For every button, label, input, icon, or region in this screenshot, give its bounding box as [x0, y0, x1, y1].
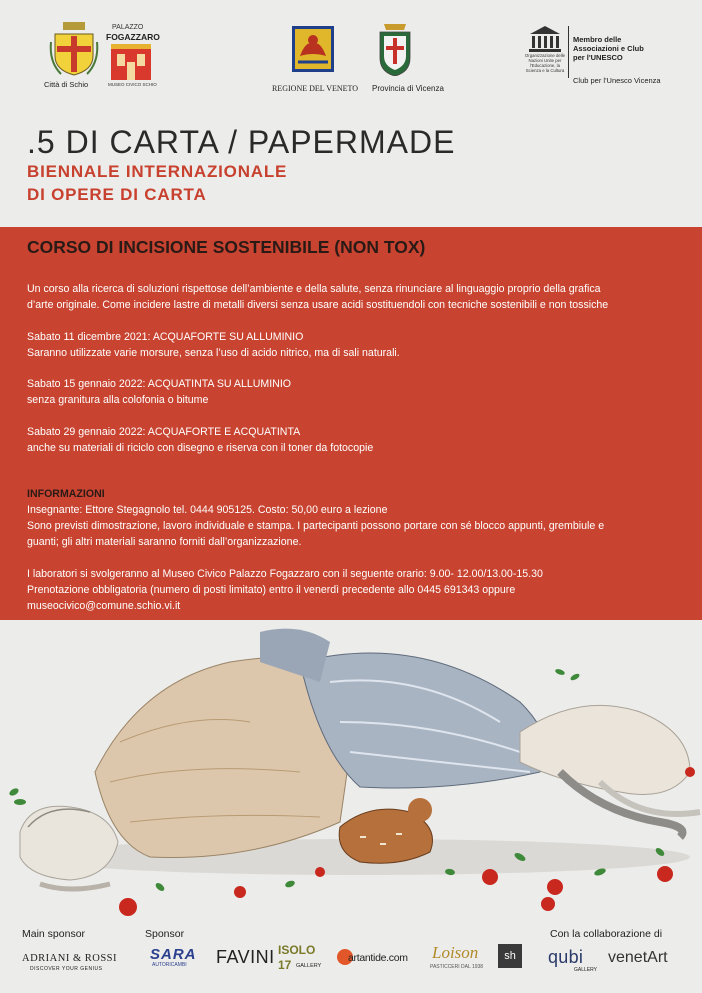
- course-panel: [0, 227, 702, 620]
- isolo-number: 17: [278, 958, 292, 972]
- museo-label: MUSEO CIVICO SCHIO: [108, 82, 157, 87]
- course-intro-line-1: Un corso alla ricerca di soluzioni rispettose dell’ambiente e della salute, senza rinunciare al linguaggio proprio della grafica: [27, 283, 601, 295]
- vicenza-label: Provincia di Vicenza: [372, 84, 444, 93]
- palazzo-fogazzaro-logo: [104, 24, 164, 94]
- session-3-date: Sabato 29 gennaio 2022: ACQUAFORTE E ACQUATINTA: [27, 426, 301, 438]
- info-heading: INFORMAZIONI: [27, 488, 105, 500]
- subtitle-line-2: DI OPERE DI CARTA: [27, 185, 207, 204]
- vicenza-crest-icon: [378, 24, 412, 76]
- sara-logo: SARA: [150, 946, 197, 963]
- isolo-logo: ISOLO: [278, 943, 316, 957]
- unesco-member-text: Membro delle Associazioni e Club per l'UNESCO: [573, 35, 644, 62]
- fawn-icon: [339, 798, 432, 863]
- main-sponsor-label: Main sponsor: [22, 928, 86, 940]
- venetart-logo: venetArt: [608, 949, 668, 966]
- unesco-temple-icon: [528, 26, 562, 52]
- regione-veneto-logo: [272, 26, 358, 96]
- artwork-illustration: [0, 622, 702, 922]
- schio-label: Città di Schio: [44, 80, 89, 89]
- qubi-gallery: GALLERY: [574, 967, 597, 973]
- main-title: .5 DI CARTA / PAPERMADE: [27, 124, 456, 160]
- info-line-1: Insegnante: Ettore Stegagnolo tel. 0444 905125. Costo: 50,00 euro a lezione: [27, 504, 388, 516]
- course-title: CORSO DI INCISIONE SOSTENIBILE (NON TOX): [27, 237, 426, 257]
- session-1-date: Sabato 11 dicembre 2021: ACQUAFORTE SU ALLUMINIO: [27, 331, 304, 343]
- provincia-vicenza-logo: [372, 24, 444, 94]
- left-figure-icon: [20, 806, 118, 889]
- fogazzaro-label: FOGAZZARO: [106, 32, 160, 42]
- qubi-logo: qubi: [548, 947, 584, 967]
- dress-icon: [95, 629, 547, 858]
- veneto-lion-icon: [292, 26, 334, 72]
- course-intro-line-2: d’arte originale. Come incidere lastre di metalli diversi senza usare acidi sostituendoli con tecniche sostenibili e non tossiche: [27, 299, 609, 311]
- session-2-date: Sabato 15 gennaio 2022: ACQUATINTA SU ALLUMINIO: [27, 378, 291, 390]
- info-line-2: Sono previsti dimostrazione, lavoro individuale e stampa. I partecipanti possono portare con sé blocco appunti, grembiule e: [27, 520, 605, 532]
- sh-gallery-text: sh: [504, 950, 516, 962]
- session-3-desc: anche su materiali di riciclo con disegno e riserva con il toner da fotocopie: [27, 442, 374, 454]
- schedule-line-2: Prenotazione obbligatoria (numero di posti limitato) entro il venerdì precedente allo 0445 691343 oppure: [27, 584, 516, 596]
- collaboration-label: Con la collaborazione di: [550, 928, 663, 940]
- info-line-3: guanti; gli altri materiali saranno forniti dall’organizzazione.: [27, 536, 302, 548]
- schio-crest-icon: [49, 22, 99, 76]
- session-2-desc: senza granitura alla colofonia o bitume: [27, 394, 209, 406]
- sh-gallery-logo: [498, 944, 522, 968]
- session-1-desc: Saranno utilizzate varie morsure, senza l’uso di acido nitrico, ma di sali naturali.: [27, 347, 400, 359]
- unesco-club-text: Club per l'Unesco Vicenza: [573, 76, 661, 85]
- schedule-line-1: I laboratori si svolgeranno al Museo Civico Palazzo Fogazzaro con il seguente orario: 9.00- 12.00/13.00-15.30: [27, 568, 543, 580]
- favini-logo: FAVINI: [216, 947, 275, 967]
- unesco-divider: [568, 26, 569, 78]
- sponsor-label: Sponsor: [145, 928, 185, 940]
- isolo-gallery: GALLERY: [296, 963, 322, 969]
- schedule-email[interactable]: museocivico@comune.schio.vi.it: [27, 600, 181, 612]
- artantide-logo: artantide.com: [348, 952, 408, 964]
- palazzo-building-icon: [111, 44, 151, 80]
- adriani-tagline: DISCOVER YOUR GENIUS: [30, 966, 103, 972]
- sara-sub: AUTORICAMBI: [152, 962, 187, 968]
- right-figure-icon: [520, 705, 700, 837]
- unesco-logo: [524, 26, 684, 96]
- palazzo-label: PALAZZO: [112, 24, 144, 31]
- citta-di-schio-logo: [44, 22, 104, 92]
- adriani-rossi-logo: ADRIANI & ROSSI: [22, 953, 118, 964]
- unesco-org-text: Organizzazione delle Nazioni Unite per l'Educazione, la Scienza e la Cultura: [524, 53, 566, 73]
- loison-sub: PASTICCERI DAL 1938: [430, 964, 484, 970]
- veneto-label: REGIONE DEL VENETO: [272, 84, 359, 93]
- loison-logo: Loison: [432, 943, 479, 962]
- subtitle-line-1: BIENNALE INTERNAZIONALE: [27, 162, 288, 181]
